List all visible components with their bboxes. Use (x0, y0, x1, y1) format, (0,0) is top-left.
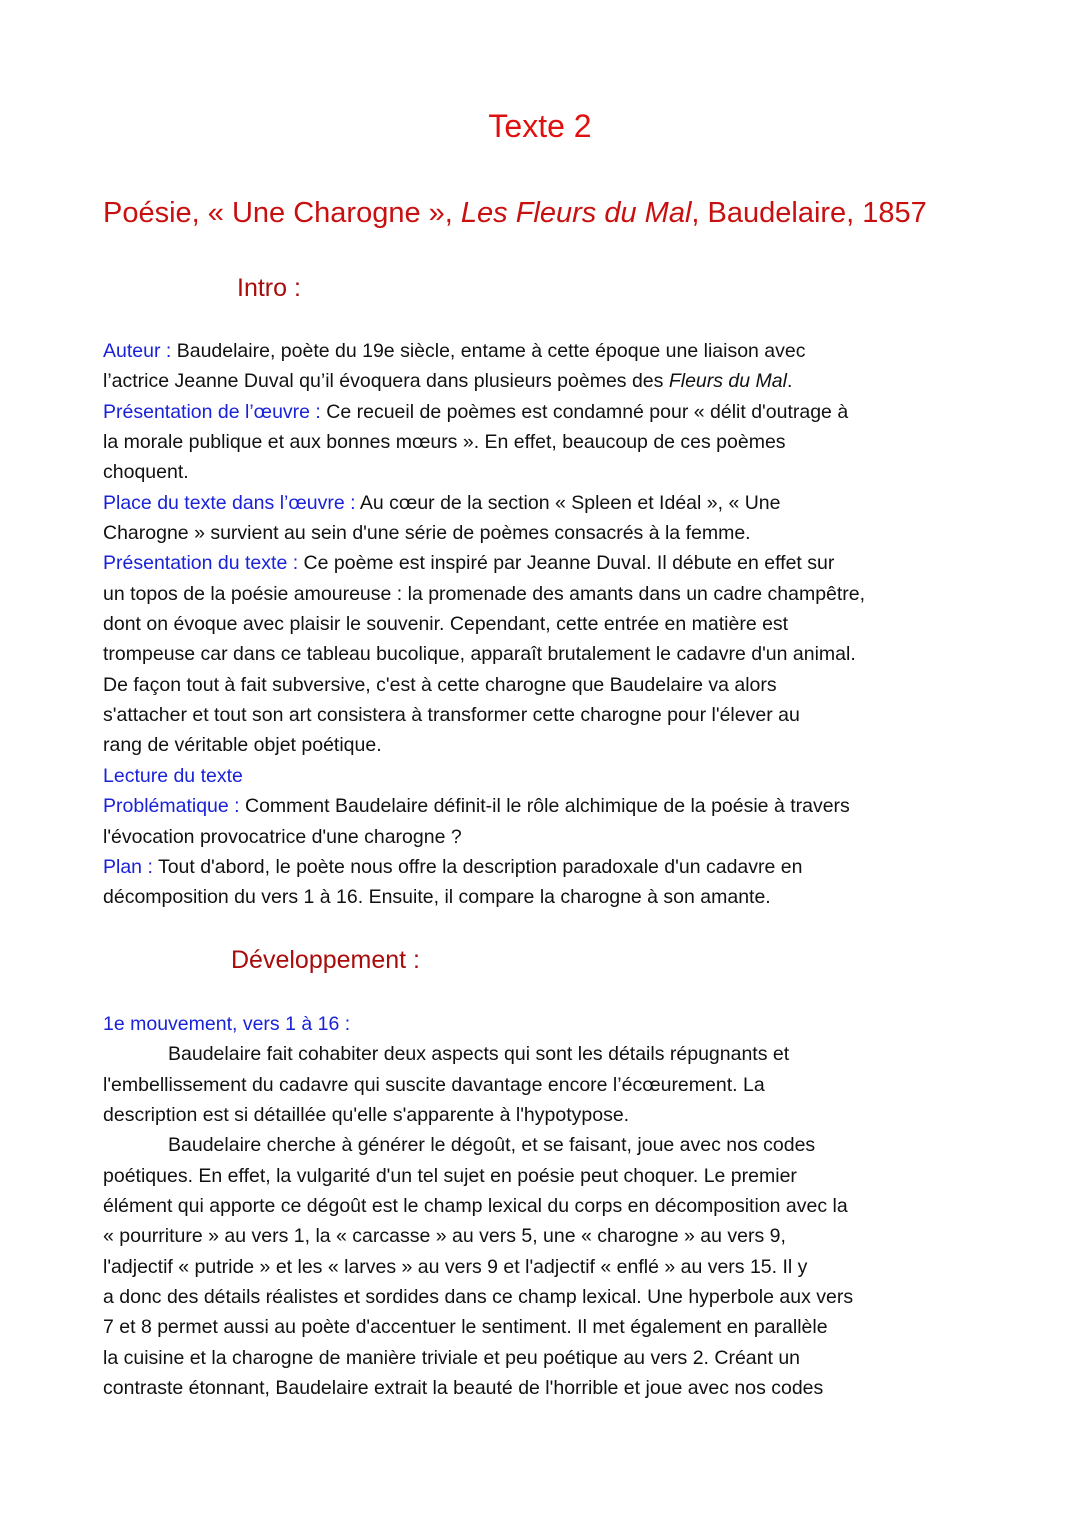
development-section (103, 1009, 1003, 1403)
text-segment: l'évocation provocatrice d'une charogne ? (103, 825, 462, 848)
text-segment: décomposition du vers 1 à 16. Ensuite, il compare la charogne à son amante. (103, 886, 771, 909)
text-line (103, 1100, 1003, 1130)
text-line (103, 518, 1003, 548)
text-line (103, 1039, 1003, 1069)
text-segment: description est si détaillée qu'elle s'apparente à l'hypotypose. (103, 1104, 630, 1127)
text-segment: choquent. (103, 461, 189, 484)
text-line (103, 730, 1003, 760)
text-segment: trompeuse car dans ce tableau bucolique, apparaît brutalement le cadavre d'un animal. (103, 643, 856, 666)
text-line (103, 336, 1003, 366)
text-segment: Charogne » survient au sein d'une série de poèmes consacrés à la femme. (103, 522, 751, 545)
text-line (103, 1070, 1003, 1100)
text-segment: contraste étonnant, Baudelaire extrait la beauté de l'horrible et joue avec nos codes (103, 1377, 824, 1400)
text-segment: Comment Baudelaire définit-il le rôle alchimique de la poésie à travers (245, 795, 850, 818)
text-line (103, 639, 1003, 669)
intro-section (103, 336, 1003, 913)
text-segment: s'attacher et tout son art consistera à transformer cette charogne pour l'élever au (103, 704, 800, 727)
text-segment: Au cœur de la section « Spleen et Idéal », « Une (359, 491, 781, 514)
text-line (103, 397, 1003, 427)
section-label: 1e mouvement, vers 1 à 16 : (103, 1013, 351, 1035)
text-line (103, 548, 1003, 578)
section-label: Problématique : (103, 795, 245, 818)
text-line (103, 1312, 1003, 1342)
text-segment: élément qui apporte ce dégoût est le champ lexical du corps en décomposition avec la (103, 1195, 848, 1218)
text-segment: Baudelaire, poète du 19e siècle, entame à cette époque une liaison avec (176, 340, 806, 362)
section-label: Présentation du texte : (103, 552, 304, 575)
text-line (103, 1161, 1003, 1191)
text-line (103, 1343, 1003, 1373)
text-segment: Baudelaire cherche à générer le dégoût, et se faisant, joue avec nos codes (168, 1134, 816, 1157)
text-segment: Les Fleurs du Mal (460, 197, 692, 229)
text-segment: Tout d'abord, le poète nous offre la description paradoxale d'un cadavre en (157, 855, 803, 878)
document-title: Texte 2 (488, 108, 592, 144)
section-label: Plan : (103, 855, 158, 878)
text-segment: l'adjectif « putride » et les « larves » au vers 9 et l'adjectif « enflé » au vers 15. Il y (103, 1255, 808, 1278)
text-line (103, 761, 1003, 791)
text-segment: rang de véritable objet poétique. (103, 734, 382, 757)
text-line (103, 427, 1003, 457)
text-line (103, 670, 1003, 700)
text-segment: poétiques. En effet, la vulgarité d'un tel sujet en poésie peut choquer. Le premier (103, 1164, 797, 1187)
development-heading: Développement : (231, 946, 421, 974)
text-line (103, 1252, 1003, 1282)
text-segment: a donc des détails réalistes et sordides dans ce champ lexical. Une hyperbole aux vers (103, 1286, 854, 1309)
section-label: Place du texte dans l’œuvre : (103, 491, 360, 514)
text-line (103, 1373, 1003, 1403)
text-line (103, 791, 1003, 821)
text-segment: Ce recueil de poèmes est condamné pour « délit d'outrage à (326, 400, 849, 423)
text-segment: 7 et 8 permet aussi au poète d'accentuer le sentiment. Il met également en parallèle (103, 1316, 828, 1339)
text-line (103, 488, 1003, 518)
text-line (103, 1130, 1003, 1160)
text-segment: l’actrice Jeanne Duval qu’il évoquera dans plusieurs poèmes des (103, 370, 669, 393)
text-line (103, 366, 1003, 396)
text-line (103, 822, 1003, 852)
section-label: Présentation de l’œuvre : (103, 400, 327, 423)
work-subtitle (103, 197, 927, 230)
text-segment: « pourriture » au vers 1, la « carcasse » au vers 5, une « charogne » au vers 9, (103, 1225, 786, 1248)
section-label: Auteur : (103, 340, 177, 362)
text-segment: Ce poème est inspiré par Jeanne Duval. Il débute en effet sur (303, 552, 835, 575)
section-label: Lecture du texte (103, 764, 243, 787)
text-line (103, 457, 1003, 487)
text-segment: . (786, 370, 793, 393)
text-segment: , Baudelaire, 1857 (691, 197, 927, 229)
text-segment: la morale publique et aux bonnes mœurs ». En effet, beaucoup de ces poèmes (103, 431, 786, 454)
text-segment: un topos de la poésie amoureuse : la promenade des amants dans un cadre champêtre, (103, 582, 866, 605)
intro-heading: Intro : (237, 274, 301, 302)
text-segment: l'embellissement du cadavre qui suscite davantage encore l’écœurement. La (103, 1073, 765, 1096)
text-line (103, 882, 1003, 912)
text-segment: dont on évoque avec plaisir le souvenir. Cependant, cette entrée en matière est (103, 613, 789, 636)
text-line (103, 1009, 1003, 1039)
text-segment: De façon tout à fait subversive, c'est à cette charogne que Baudelaire va alors (103, 673, 777, 696)
text-segment: Fleurs du Mal (668, 370, 787, 393)
text-line (103, 1282, 1003, 1312)
text-line (103, 1221, 1003, 1251)
text-segment: Baudelaire fait cohabiter deux aspects qui sont les détails répugnants et (168, 1043, 790, 1066)
text-line (103, 609, 1003, 639)
text-line (103, 1191, 1003, 1221)
text-segment: la cuisine et la charogne de manière triviale et peu poétique au vers 2. Créant un (103, 1346, 801, 1369)
text-line (103, 579, 1003, 609)
text-line (103, 852, 1003, 882)
text-segment: Poésie, « Une Charogne », (103, 197, 461, 229)
text-line (103, 700, 1003, 730)
